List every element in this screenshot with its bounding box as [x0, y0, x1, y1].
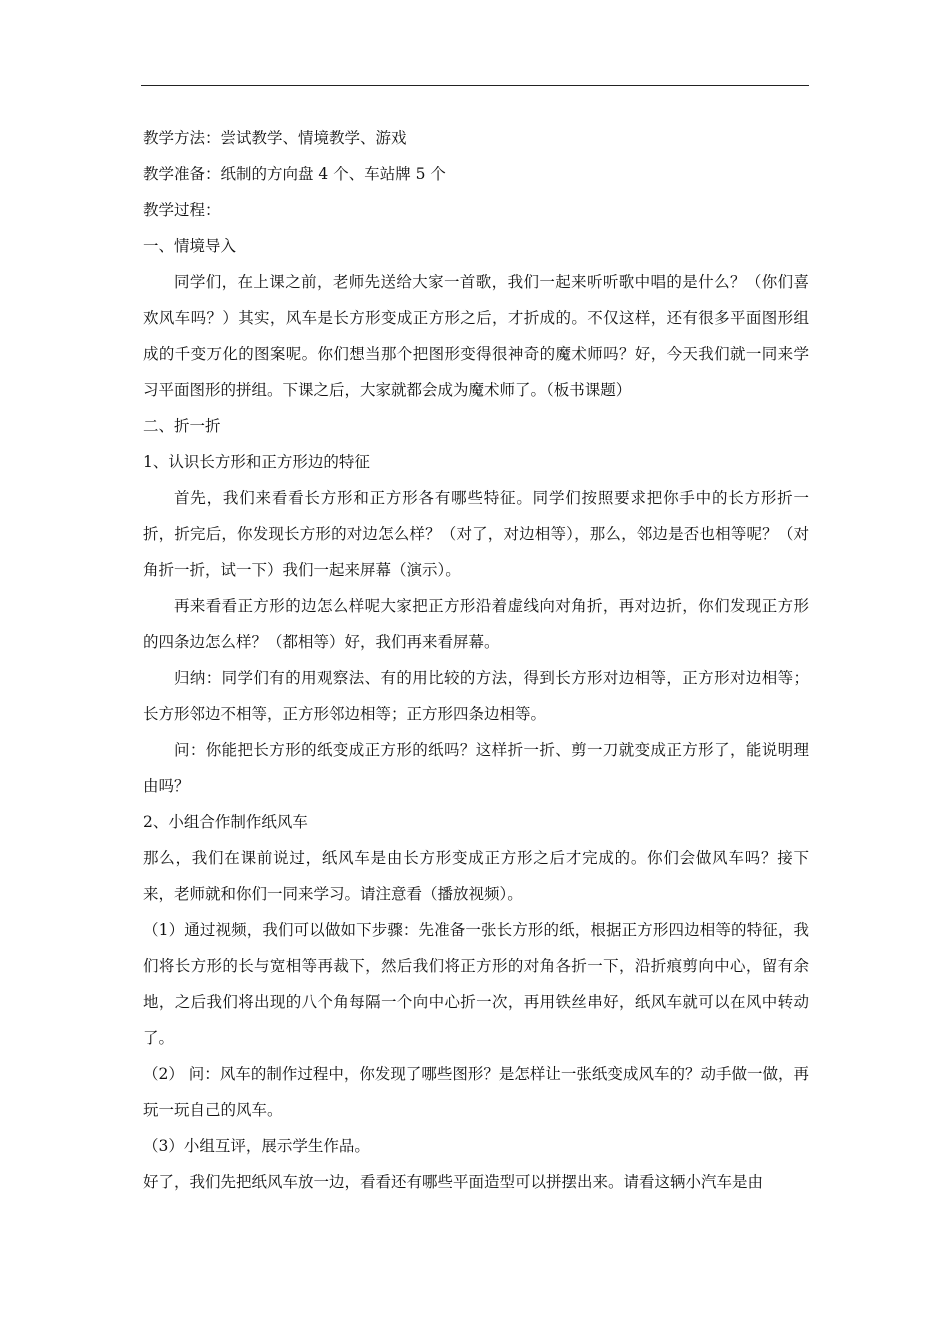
teaching-preparation-line: 教学准备：纸制的方向盘 4 个、车站牌 5 个	[143, 165, 446, 183]
pinwheel-intro-paragraph: 那么，我们在课前说过，纸风车是由长方形变成正方形之后才完成的。你们会做风车吗？接下来，老师就和你们一同来学习。请注意看（播放视频）。	[143, 849, 809, 903]
step-2-paragraph: （2） 问：风车的制作过程中，你发现了哪些图形？是怎样让一张纸变成风车的？动手做一做，再玩一玩自己的风车。	[143, 1065, 809, 1119]
teaching-methods-line: 教学方法：尝试教学、情境教学、游戏	[143, 129, 407, 147]
header-rule	[141, 85, 809, 86]
section-heading-fold: 二、折一折	[143, 417, 221, 435]
intro-paragraph: 同学们，在上课之前，老师先送给大家一首歌，我们一起来听听歌中唱的是什么？（你们喜欢风车吗？）其实，风车是长方形变成正方形之后，才折成的。不仅这样，还有很多平面图形组成的千变万化的图案呢。你们想当那个把图形变得很神奇的魔术师吗？好，今天我们就一同来学习平面图形的拼组。下课之后，大家就都会成为魔术师了。（板书课题）	[143, 273, 809, 399]
rectangle-paragraph: 首先，我们来看看长方形和正方形各有哪些特征。同学们按照要求把你手中的长方形折一折，折完后，你发现长方形的对边怎么样？（对了，对边相等），那么，邻边是否也相等呢？（对角折一折，试一下）我们一起来屏幕（演示）。	[143, 489, 809, 579]
subsection-heading-pinwheel: 2、小组合作制作纸风车	[143, 813, 308, 831]
step-1-paragraph: （1）通过视频，我们可以做如下步骤：先准备一张长方形的纸，根据正方形四边相等的特征，我们将长方形的长与宽相等再裁下，然后我们将正方形的对角各折一下，沿折痕剪向中心，留有余地，之后我们将出现的八个角每隔一个向中心折一次，再用铁丝串好，纸风车就可以在风中转动了。	[143, 921, 809, 1047]
subsection-heading-features: 1、认识长方形和正方形边的特征	[143, 453, 370, 471]
car-paragraph: 好了，我们先把纸风车放一边，看看还有哪些平面造型可以拼摆出来。请看这辆小汽车是由	[143, 1173, 764, 1191]
question-paragraph: 问：你能把长方形的纸变成正方形的纸吗？这样折一折、剪一刀就变成正方形了，能说明理由吗？	[143, 741, 809, 795]
step-3-paragraph: （3）小组互评，展示学生作品。	[143, 1137, 370, 1155]
teaching-process-heading: 教学过程：	[143, 201, 221, 219]
square-paragraph: 再来看看正方形的边怎么样呢大家把正方形沿着虚线向对角折，再对边折，你们发现正方形的四条边怎么样？（都相等）好，我们再来看屏幕。	[143, 597, 809, 651]
document-body	[143, 120, 809, 1200]
summary-paragraph: 归纳：同学们有的用观察法、有的用比较的方法，得到长方形对边相等，正方形对边相等；长方形邻边不相等，正方形邻边相等；正方形四条边相等。	[143, 669, 809, 723]
section-heading-intro: 一、情境导入	[143, 237, 237, 255]
